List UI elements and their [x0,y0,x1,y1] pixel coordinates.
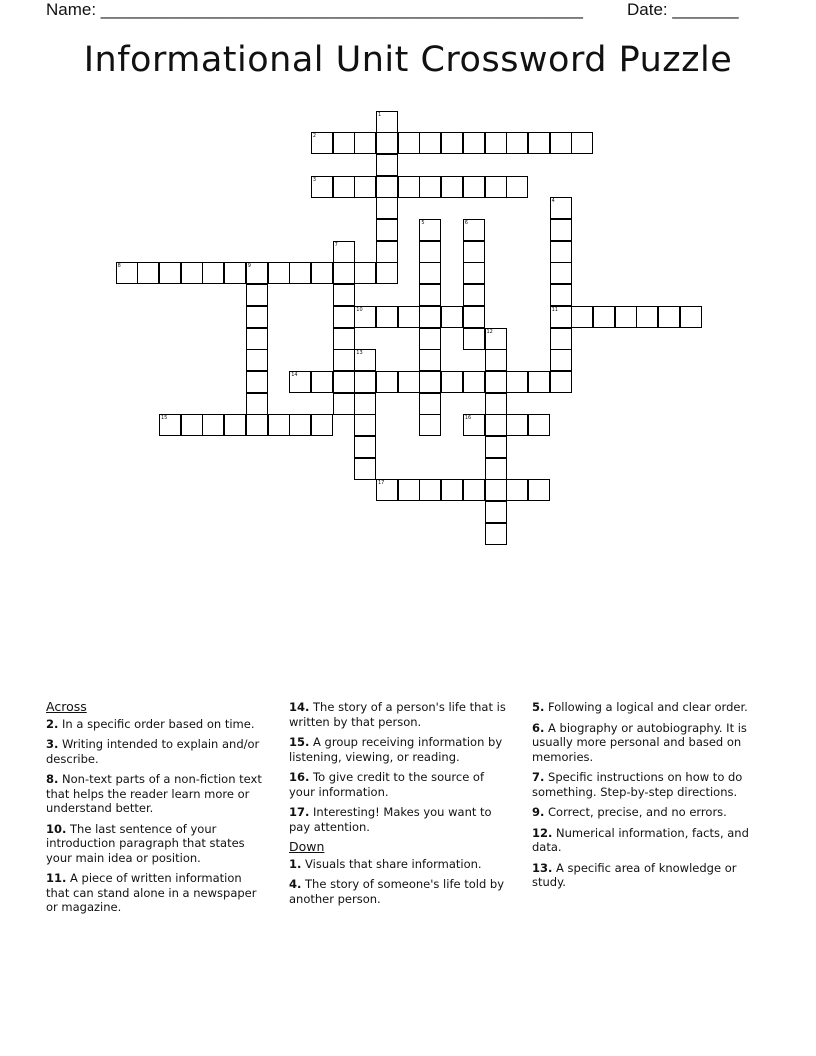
grid-cell[interactable] [333,306,355,328]
cell-number: 10 [356,306,363,313]
cell-number: 2 [312,133,317,140]
grid-cell[interactable] [354,436,376,458]
grid-cell[interactable] [463,328,485,350]
grid-cell[interactable] [398,306,420,328]
grid-cell[interactable] [376,111,398,133]
clue-text: Writing intended to explain and/or describe. [46,737,260,766]
grid-cell[interactable] [376,219,398,241]
grid-cell[interactable] [289,414,311,436]
clue-text: Numerical information, facts, and data. [532,825,749,854]
grid-cell[interactable] [376,132,398,154]
clue-text: Non-text parts of a non-fiction text that helps the reader learn more or understand better. [46,772,262,815]
grid-cell[interactable] [419,393,441,415]
grid-cell[interactable] [202,262,224,284]
grid-cell[interactable] [376,197,398,219]
cell-number: 12 [486,328,493,335]
grid-cell[interactable] [550,132,572,154]
grid-cell[interactable] [159,414,181,436]
grid-cell[interactable] [463,284,485,306]
grid-cell[interactable] [636,306,658,328]
grid-cell[interactable] [246,306,268,328]
grid-cell[interactable] [333,328,355,350]
clue-item [46,737,268,766]
clue-item [289,700,511,729]
cell-number: 9 [247,263,251,270]
clue-item [46,717,268,732]
grid-cell[interactable] [485,328,507,350]
grid-cell[interactable] [485,436,507,458]
grid-cell[interactable] [571,306,593,328]
grid-cell[interactable] [419,479,441,501]
clue-text: The story of someone's life told by another person. [289,877,505,906]
grid-cell[interactable] [419,349,441,371]
grid-cell[interactable] [441,306,463,328]
clue-item [532,805,754,820]
grid-cell[interactable] [463,306,485,328]
grid-cell[interactable] [398,132,420,154]
grid-cell[interactable] [354,132,376,154]
clue-text: A piece of written information that can stand alone in a newspaper or magazine. [46,871,257,914]
clue-item [532,770,754,799]
clue-number: 5. [532,700,545,714]
grid-cell[interactable] [571,132,593,154]
grid-cell[interactable] [224,262,246,284]
grid-cell[interactable] [311,132,333,154]
grid-cell[interactable] [485,501,507,523]
clue-item [46,822,268,866]
down-clue-list [289,857,511,907]
grid-cell[interactable] [485,479,507,501]
grid-cell[interactable] [354,306,376,328]
grid-cell[interactable] [485,523,507,545]
clue-item [532,700,754,715]
clue-column-3 [532,700,754,896]
clue-text: In a specific order based on time. [58,716,255,731]
grid-cell[interactable] [354,262,376,284]
grid-cell[interactable] [159,262,181,284]
cell-number: 14 [291,371,298,378]
grid-cell[interactable] [333,284,355,306]
grid-cell[interactable] [550,262,572,284]
clue-number: 13. [532,860,553,875]
grid-cell[interactable] [246,284,268,306]
clue-text: A specific area of knowledge or study. [532,860,737,889]
grid-cell[interactable] [506,132,528,154]
clue-number: 7. [532,770,545,784]
grid-cell[interactable] [463,132,485,154]
cell-number: 7 [334,241,338,248]
clue-item [532,861,754,890]
clue-text: A group receiving information by listening, viewing, or reading. [289,735,503,764]
clue-number: 15. [289,735,310,749]
grid-cell[interactable] [485,393,507,415]
grid-cell[interactable] [376,241,398,263]
grid-cell[interactable] [441,132,463,154]
grid-cell[interactable] [463,371,485,393]
grid-cell[interactable] [419,371,441,393]
clue-item [289,735,511,764]
grid-cell[interactable] [354,393,376,415]
grid-cell[interactable] [463,219,485,241]
grid-cell[interactable] [246,414,268,436]
grid-cell[interactable] [246,262,268,284]
grid-cell[interactable] [528,371,550,393]
grid-cell[interactable] [485,132,507,154]
grid-cell[interactable] [202,414,224,436]
clue-number: 1. [289,856,302,871]
clue-text: Visuals that share information. [301,856,482,871]
cell-number: 1 [378,111,382,118]
clue-number: 3. [46,737,59,751]
grid-cell[interactable] [485,371,507,393]
clue-number: 2. [46,716,59,731]
grid-cell[interactable] [528,132,550,154]
clue-item [289,805,511,834]
clue-item [289,877,511,906]
clue-number: 17. [289,805,310,819]
grid-cell[interactable] [550,306,572,328]
across-clue-list-continued [289,700,511,834]
clue-text: The story of a person's life that is written by that person. [289,700,506,729]
clue-text: Interesting! Makes you want to pay attention. [289,805,492,834]
grid-cell[interactable] [246,393,268,415]
grid-cell[interactable] [419,414,441,436]
grid-cell[interactable] [354,349,376,371]
grid-cell[interactable] [463,176,485,198]
grid-cell[interactable] [550,219,572,241]
grid-cell[interactable] [441,479,463,501]
grid-cell[interactable] [419,306,441,328]
clue-number: 6. [532,720,545,735]
grid-cell[interactable] [376,479,398,501]
clue-item [532,826,754,855]
grid-cell[interactable] [506,176,528,198]
clue-item [46,772,268,816]
clue-number: 16. [289,770,310,784]
grid-cell[interactable] [246,328,268,350]
cell-number: 8 [117,263,121,270]
clue-item [532,721,754,765]
clue-number: 14. [289,700,310,714]
clue-text: To give credit to the source of your information. [289,770,485,799]
grid-cell[interactable] [116,262,138,284]
grid-cell[interactable] [181,414,203,436]
cell-number: 5 [421,220,425,226]
clue-text: A biography or autobiography. It is usually more personal and based on memories. [532,720,747,764]
grid-cell[interactable] [485,414,507,436]
grid-cell[interactable] [528,414,550,436]
grid-cell[interactable] [311,371,333,393]
grid-cell[interactable] [181,262,203,284]
grid-cell[interactable] [224,414,246,436]
grid-cell[interactable] [398,371,420,393]
cell-number: 17 [378,480,385,487]
down-heading: Down [289,839,325,854]
grid-cell[interactable] [376,176,398,198]
grid-cell[interactable] [419,132,441,154]
grid-cell[interactable] [419,328,441,350]
grid-cell[interactable] [463,479,485,501]
grid-cell[interactable] [354,176,376,198]
grid-cell[interactable] [289,371,311,393]
clue-number: 9. [532,805,545,819]
grid-cell[interactable] [463,241,485,263]
grid-cell[interactable] [419,176,441,198]
grid-cell[interactable] [506,414,528,436]
grid-cell[interactable] [333,176,355,198]
grid-cell[interactable] [376,371,398,393]
grid-cell[interactable] [419,241,441,263]
cell-number: 13 [356,350,363,357]
grid-cell[interactable] [441,371,463,393]
cell-number: 6 [464,220,468,226]
grid-cell[interactable] [398,176,420,198]
date-field: Date: _______ [627,0,739,19]
grid-cell[interactable] [506,371,528,393]
grid-cell[interactable] [137,262,159,284]
clue-number: 12. [532,825,553,840]
clue-column-1 [46,700,268,921]
grid-cell[interactable] [376,306,398,328]
grid-cell[interactable] [246,371,268,393]
across-clue-list [46,717,268,915]
grid-cell[interactable] [593,306,615,328]
cell-number: 4 [551,198,555,205]
grid-cell[interactable] [333,241,355,263]
clue-number: 4. [289,877,302,891]
grid-cell[interactable] [463,414,485,436]
name-field: Name: ___________________________________________________ [46,0,583,19]
grid-cell[interactable] [289,262,311,284]
grid-cell[interactable] [398,479,420,501]
grid-cell[interactable] [354,458,376,480]
grid-cell[interactable] [376,154,398,176]
cell-number: 3 [312,176,317,183]
clue-item [46,871,268,915]
grid-cell[interactable] [333,393,355,415]
clue-number: 10. [46,821,67,836]
clue-column-2 [289,700,511,912]
grid-cell[interactable] [333,371,355,393]
grid-cell[interactable] [485,458,507,480]
grid-cell[interactable] [246,349,268,371]
cell-number: 11 [551,306,558,313]
clue-number: 8. [46,772,59,786]
grid-cell[interactable] [333,349,355,371]
grid-cell[interactable] [550,328,572,350]
grid-cell[interactable] [550,241,572,263]
grid-cell[interactable] [376,262,398,284]
grid-cell[interactable] [658,306,680,328]
clue-item [289,770,511,799]
clue-text: The last sentence of your introduction paragraph that states your main idea or position. [46,821,245,865]
grid-cell[interactable] [463,262,485,284]
grid-cell[interactable] [550,349,572,371]
clue-text: Specific instructions on how to do something. Step-by-step directions. [532,770,743,799]
grid-cell[interactable] [333,262,355,284]
grid-cell[interactable] [485,349,507,371]
grid-cell[interactable] [354,371,376,393]
grid-cell[interactable] [680,306,702,328]
clue-item [289,857,511,872]
grid-cell[interactable] [419,219,441,241]
grid-cell[interactable] [419,284,441,306]
grid-cell[interactable] [506,479,528,501]
grid-cell[interactable] [528,479,550,501]
clue-number: 11. [46,871,67,885]
grid-cell[interactable] [268,262,290,284]
grid-cell[interactable] [268,414,290,436]
grid-cell[interactable] [485,176,507,198]
cell-number: 15 [161,415,168,422]
grid-cell[interactable] [333,132,355,154]
cell-number: 16 [464,415,472,422]
clue-text: Following a logical and clear order. [544,700,748,714]
grid-cell[interactable] [550,371,572,393]
grid-cell[interactable] [550,197,572,219]
grid-cell[interactable] [311,262,333,284]
clue-text: Correct, precise, and no errors. [544,805,727,819]
grid-cell[interactable] [311,414,333,436]
grid-cell[interactable] [615,306,637,328]
down-clue-list-continued [532,700,754,890]
page-title: Informational Unit Crossword Puzzle [83,40,733,80]
across-heading: Across [46,699,87,714]
grid-cell[interactable] [441,176,463,198]
grid-cell[interactable] [550,284,572,306]
grid-cell[interactable] [419,262,441,284]
grid-cell[interactable] [311,176,333,198]
grid-cell[interactable] [354,414,376,436]
